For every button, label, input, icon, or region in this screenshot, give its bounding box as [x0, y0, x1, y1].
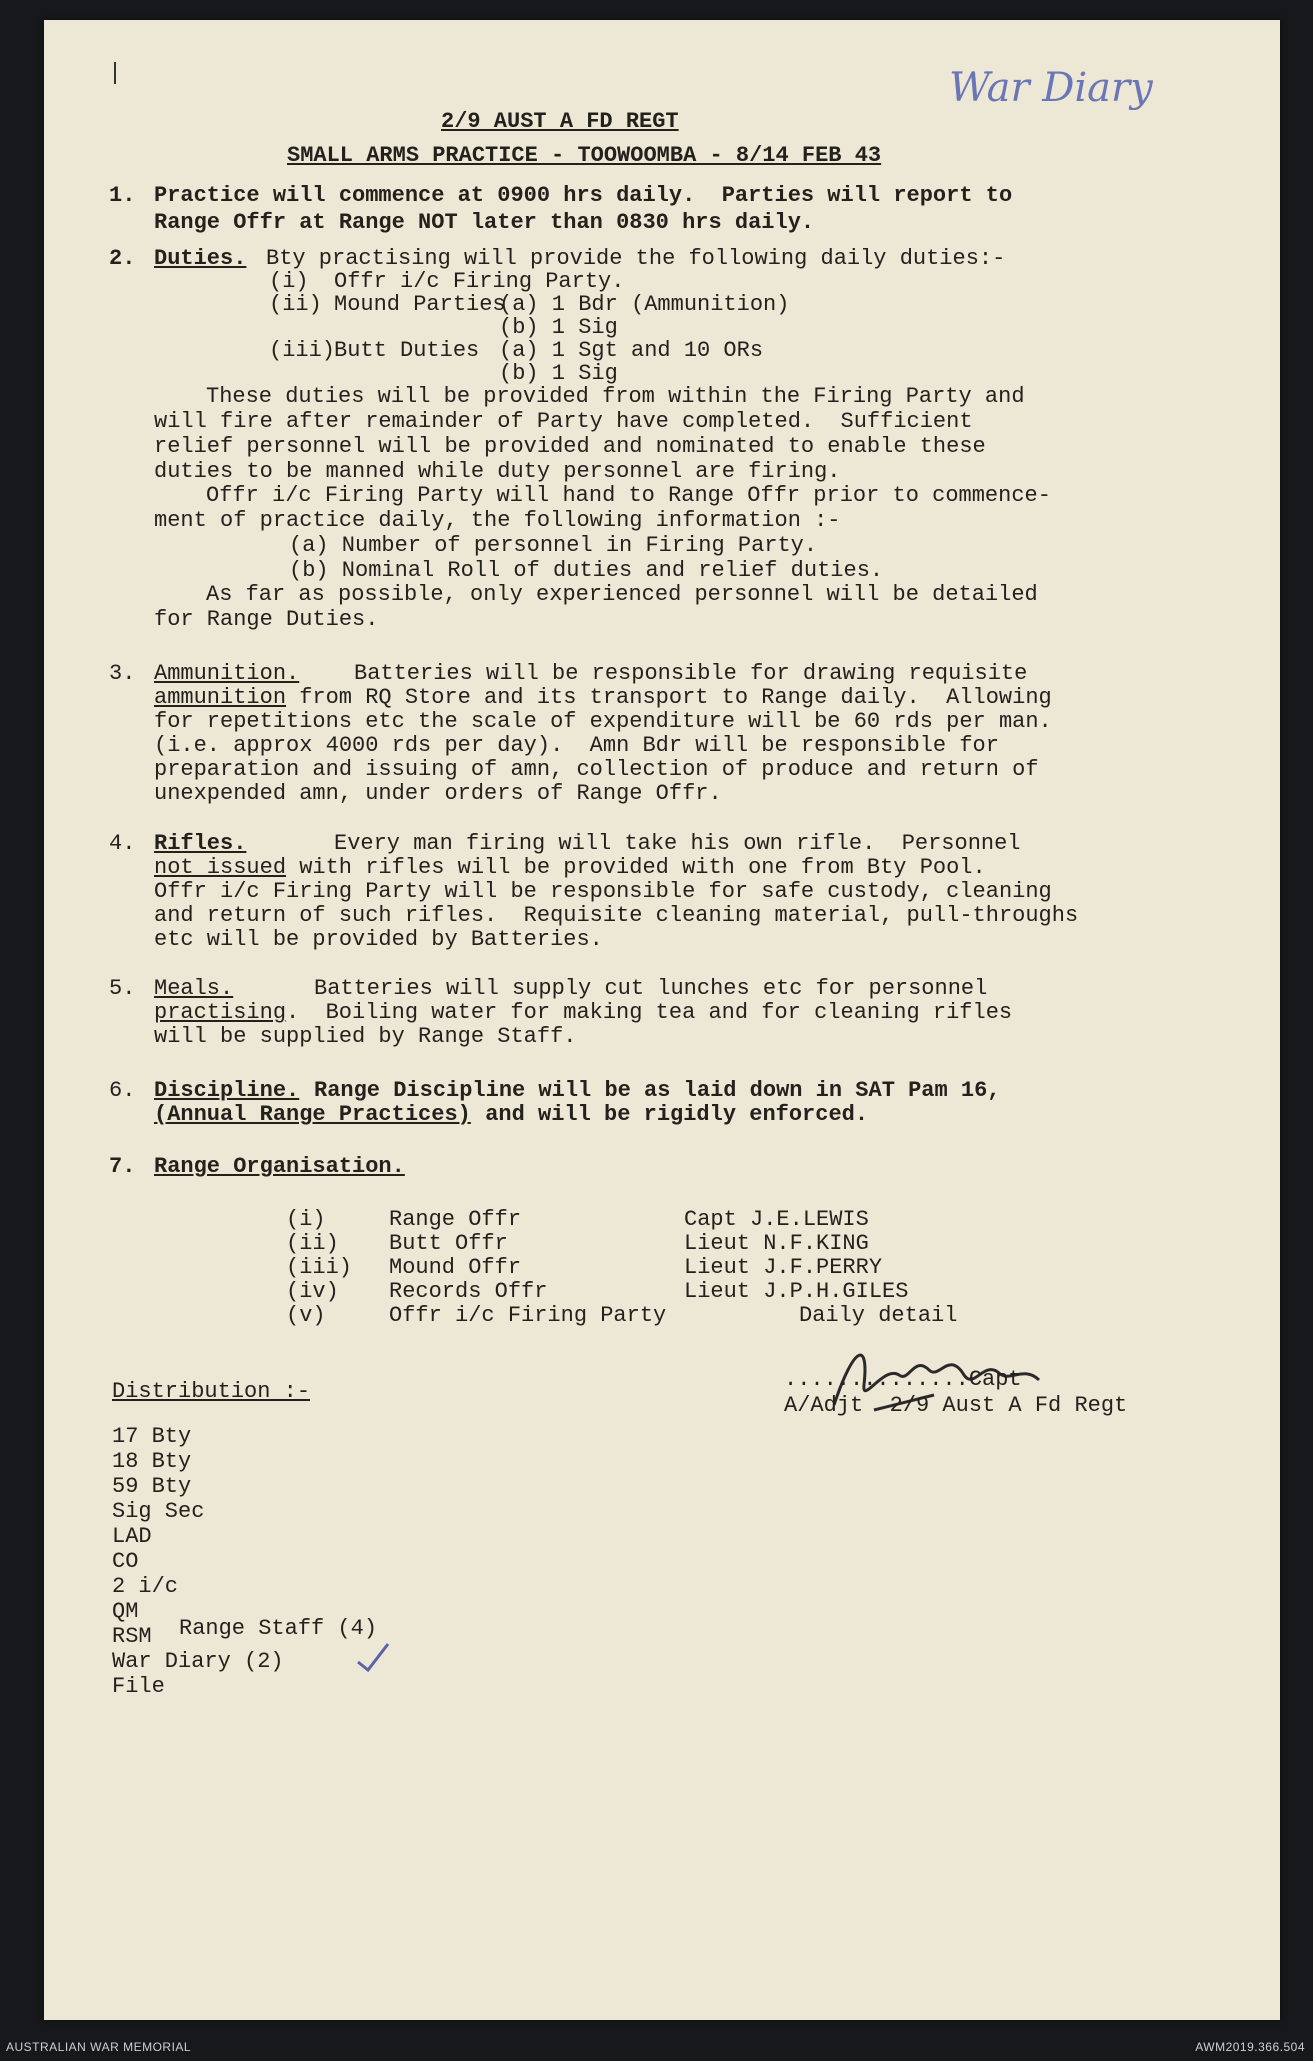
duty-text: Butt Duties	[334, 338, 480, 363]
section-4-text: Offr i/c Firing Party will be responsible for safe custody, cleaning	[154, 879, 1052, 904]
section-3-text: for repetitions etc the scale of expenditure will be 60 rds per man.	[154, 709, 1052, 734]
section-4-text: not issued	[154, 855, 287, 880]
org-row-role: Offr i/c Firing Party	[389, 1303, 667, 1328]
duty-subitem: (b) 1 Sig	[499, 361, 618, 386]
section-6-text: and will be rigidly enforced.	[472, 1102, 869, 1127]
duty-subitem: (b) 1 Sig	[499, 315, 618, 340]
info-item: (a) Number of personnel in Firing Party.	[289, 533, 818, 558]
document-page	[44, 20, 1280, 2020]
unit-heading: 2/9 AUST A FD REGT	[441, 109, 679, 134]
footer-archive-id: AWM2019.366.504	[1195, 2040, 1305, 2054]
distribution-item: Sig Sec	[112, 1499, 205, 1524]
duty-number: (iii)	[269, 338, 336, 363]
document-title: SMALL ARMS PRACTICE - TOOWOOMBA - 8/14 FEB 43	[287, 143, 882, 168]
section-2-intro: Bty practising will provide the following daily duties:-	[266, 246, 1006, 271]
section-4-text: and return of such rifles. Requisite cleaning material, pull-throughs	[154, 903, 1079, 928]
section-2-text: These duties will be provided from within the Firing Party and	[206, 384, 1025, 409]
duty-text: Offr i/c Firing Party.	[334, 269, 625, 294]
org-row-number: (v)	[286, 1303, 326, 1328]
duty-text: Mound Parties	[334, 292, 506, 317]
section-number: 6.	[109, 1078, 136, 1103]
section-6-text: (Annual Range Practices)	[154, 1102, 471, 1127]
distribution-heading: Distribution :-	[112, 1379, 311, 1404]
section-2-text: As far as possible, only experienced personnel will be detailed	[206, 582, 1038, 607]
info-item: (b) Nominal Roll of duties and relief duties.	[289, 558, 884, 583]
distribution-item: 59 Bty	[112, 1474, 192, 1499]
duty-number: (i)	[269, 269, 309, 294]
section-2-text: will fire after remainder of Party have completed. Sufficient	[154, 409, 973, 434]
section-2-text: duties to be manned while duty personnel are firing.	[154, 459, 841, 484]
section-1-line: Practice will commence at 0900 hrs daily. Parties will report to	[154, 183, 1013, 208]
section-5-text: . Boiling water for making tea and for cleaning rifles	[286, 1000, 1013, 1025]
section-number: 7.	[109, 1154, 136, 1179]
org-row-name: Lieut J.F.PERRY	[684, 1255, 883, 1280]
distribution-item: 18 Bty	[112, 1449, 192, 1474]
org-row-name: Capt J.E.LEWIS	[684, 1207, 869, 1232]
section-heading: Meals.	[154, 976, 234, 1001]
distribution-item: CO	[112, 1549, 139, 1574]
section-2-text: for Range Duties.	[154, 607, 379, 632]
section-heading: Ammunition.	[154, 661, 300, 686]
distribution-item: 17 Bty	[112, 1424, 192, 1449]
footer-archive-name: AUSTRALIAN WAR MEMORIAL	[6, 2040, 192, 2054]
section-2-text: Offr i/c Firing Party will hand to Range Offr prior to commence-	[206, 483, 1051, 508]
signature-title: A/Adjt 2/9 Aust A Fd Regt	[784, 1393, 1128, 1418]
section-3-text: ammunition	[154, 685, 287, 710]
org-row-role: Records Offr	[389, 1279, 548, 1304]
distribution-item: File	[112, 1674, 165, 1699]
handwritten-note: War Diary	[949, 65, 1153, 111]
org-row-role: Butt Offr	[389, 1231, 508, 1256]
section-3-text: (i.e. approx 4000 rds per day). Amn Bdr will be responsible for	[154, 733, 999, 758]
section-4-text: Every man firing will take his own rifle. Personnel	[334, 831, 1021, 856]
distribution-item: RSM	[112, 1624, 152, 1649]
org-row-name: Lieut J.P.H.GILES	[684, 1279, 909, 1304]
section-3-text: preparation and issuing of amn, collection of produce and return of	[154, 757, 1039, 782]
distribution-item: LAD	[112, 1524, 152, 1549]
tick-mark	[354, 1638, 394, 1678]
section-1-line: Range Offr at Range NOT later than 0830 hrs daily.	[154, 210, 815, 235]
distribution-item: QM	[112, 1599, 139, 1624]
section-number: 4.	[109, 831, 136, 856]
org-row-role: Mound Offr	[389, 1255, 522, 1280]
section-3-text: from RQ Store and its transport to Range daily. Allowing	[286, 685, 1052, 710]
duty-subitem: (a) 1 Sgt and 10 ORs	[499, 338, 764, 363]
section-5-text: will be supplied by Range Staff.	[154, 1024, 577, 1049]
section-2-text: relief personnel will be provided and nominated to enable these	[154, 434, 986, 459]
section-number: 2.	[109, 246, 136, 271]
section-5-text: Batteries will supply cut lunches etc for personnel	[314, 976, 988, 1001]
org-row-role: Range Offr	[389, 1207, 522, 1232]
org-row-number: (i)	[286, 1207, 326, 1232]
org-row-number: (iii)	[286, 1255, 353, 1280]
distribution-item-range-staff: Range Staff (4)	[179, 1616, 378, 1641]
section-number: 1.	[109, 183, 136, 208]
section-2-text: ment of practice daily, the following information :-	[154, 508, 841, 533]
distribution-item: War Diary (2)	[112, 1649, 284, 1674]
section-heading: Discipline.	[154, 1078, 300, 1103]
duty-subitem: (a) 1 Bdr (Ammunition)	[499, 292, 790, 317]
signature-line: ..............Capt	[784, 1367, 1022, 1392]
margin-mark	[114, 62, 116, 84]
section-heading: Rifles.	[154, 831, 247, 856]
section-5-text: practising	[154, 1000, 287, 1025]
section-4-text: etc will be provided by Batteries.	[154, 927, 603, 952]
org-row-name: Lieut N.F.KING	[684, 1231, 869, 1256]
section-heading: Range Organisation.	[154, 1154, 405, 1179]
section-number: 5.	[109, 976, 136, 1001]
section-heading: Duties.	[154, 246, 247, 271]
org-row-name: Daily detail	[799, 1303, 958, 1328]
section-number: 3.	[109, 661, 136, 686]
section-6-text: Range Discipline will be as laid down in SAT Pam 16,	[314, 1078, 1001, 1103]
org-row-number: (iv)	[286, 1279, 339, 1304]
distribution-item: 2 i/c	[112, 1574, 179, 1599]
section-3-text: Batteries will be responsible for drawing requisite	[354, 661, 1028, 686]
duty-number: (ii)	[269, 292, 322, 317]
org-row-number: (ii)	[286, 1231, 339, 1256]
section-4-text: with rifles will be provided with one from Bty Pool.	[286, 855, 986, 880]
section-3-text: unexpended amn, under orders of Range Offr.	[154, 781, 722, 806]
